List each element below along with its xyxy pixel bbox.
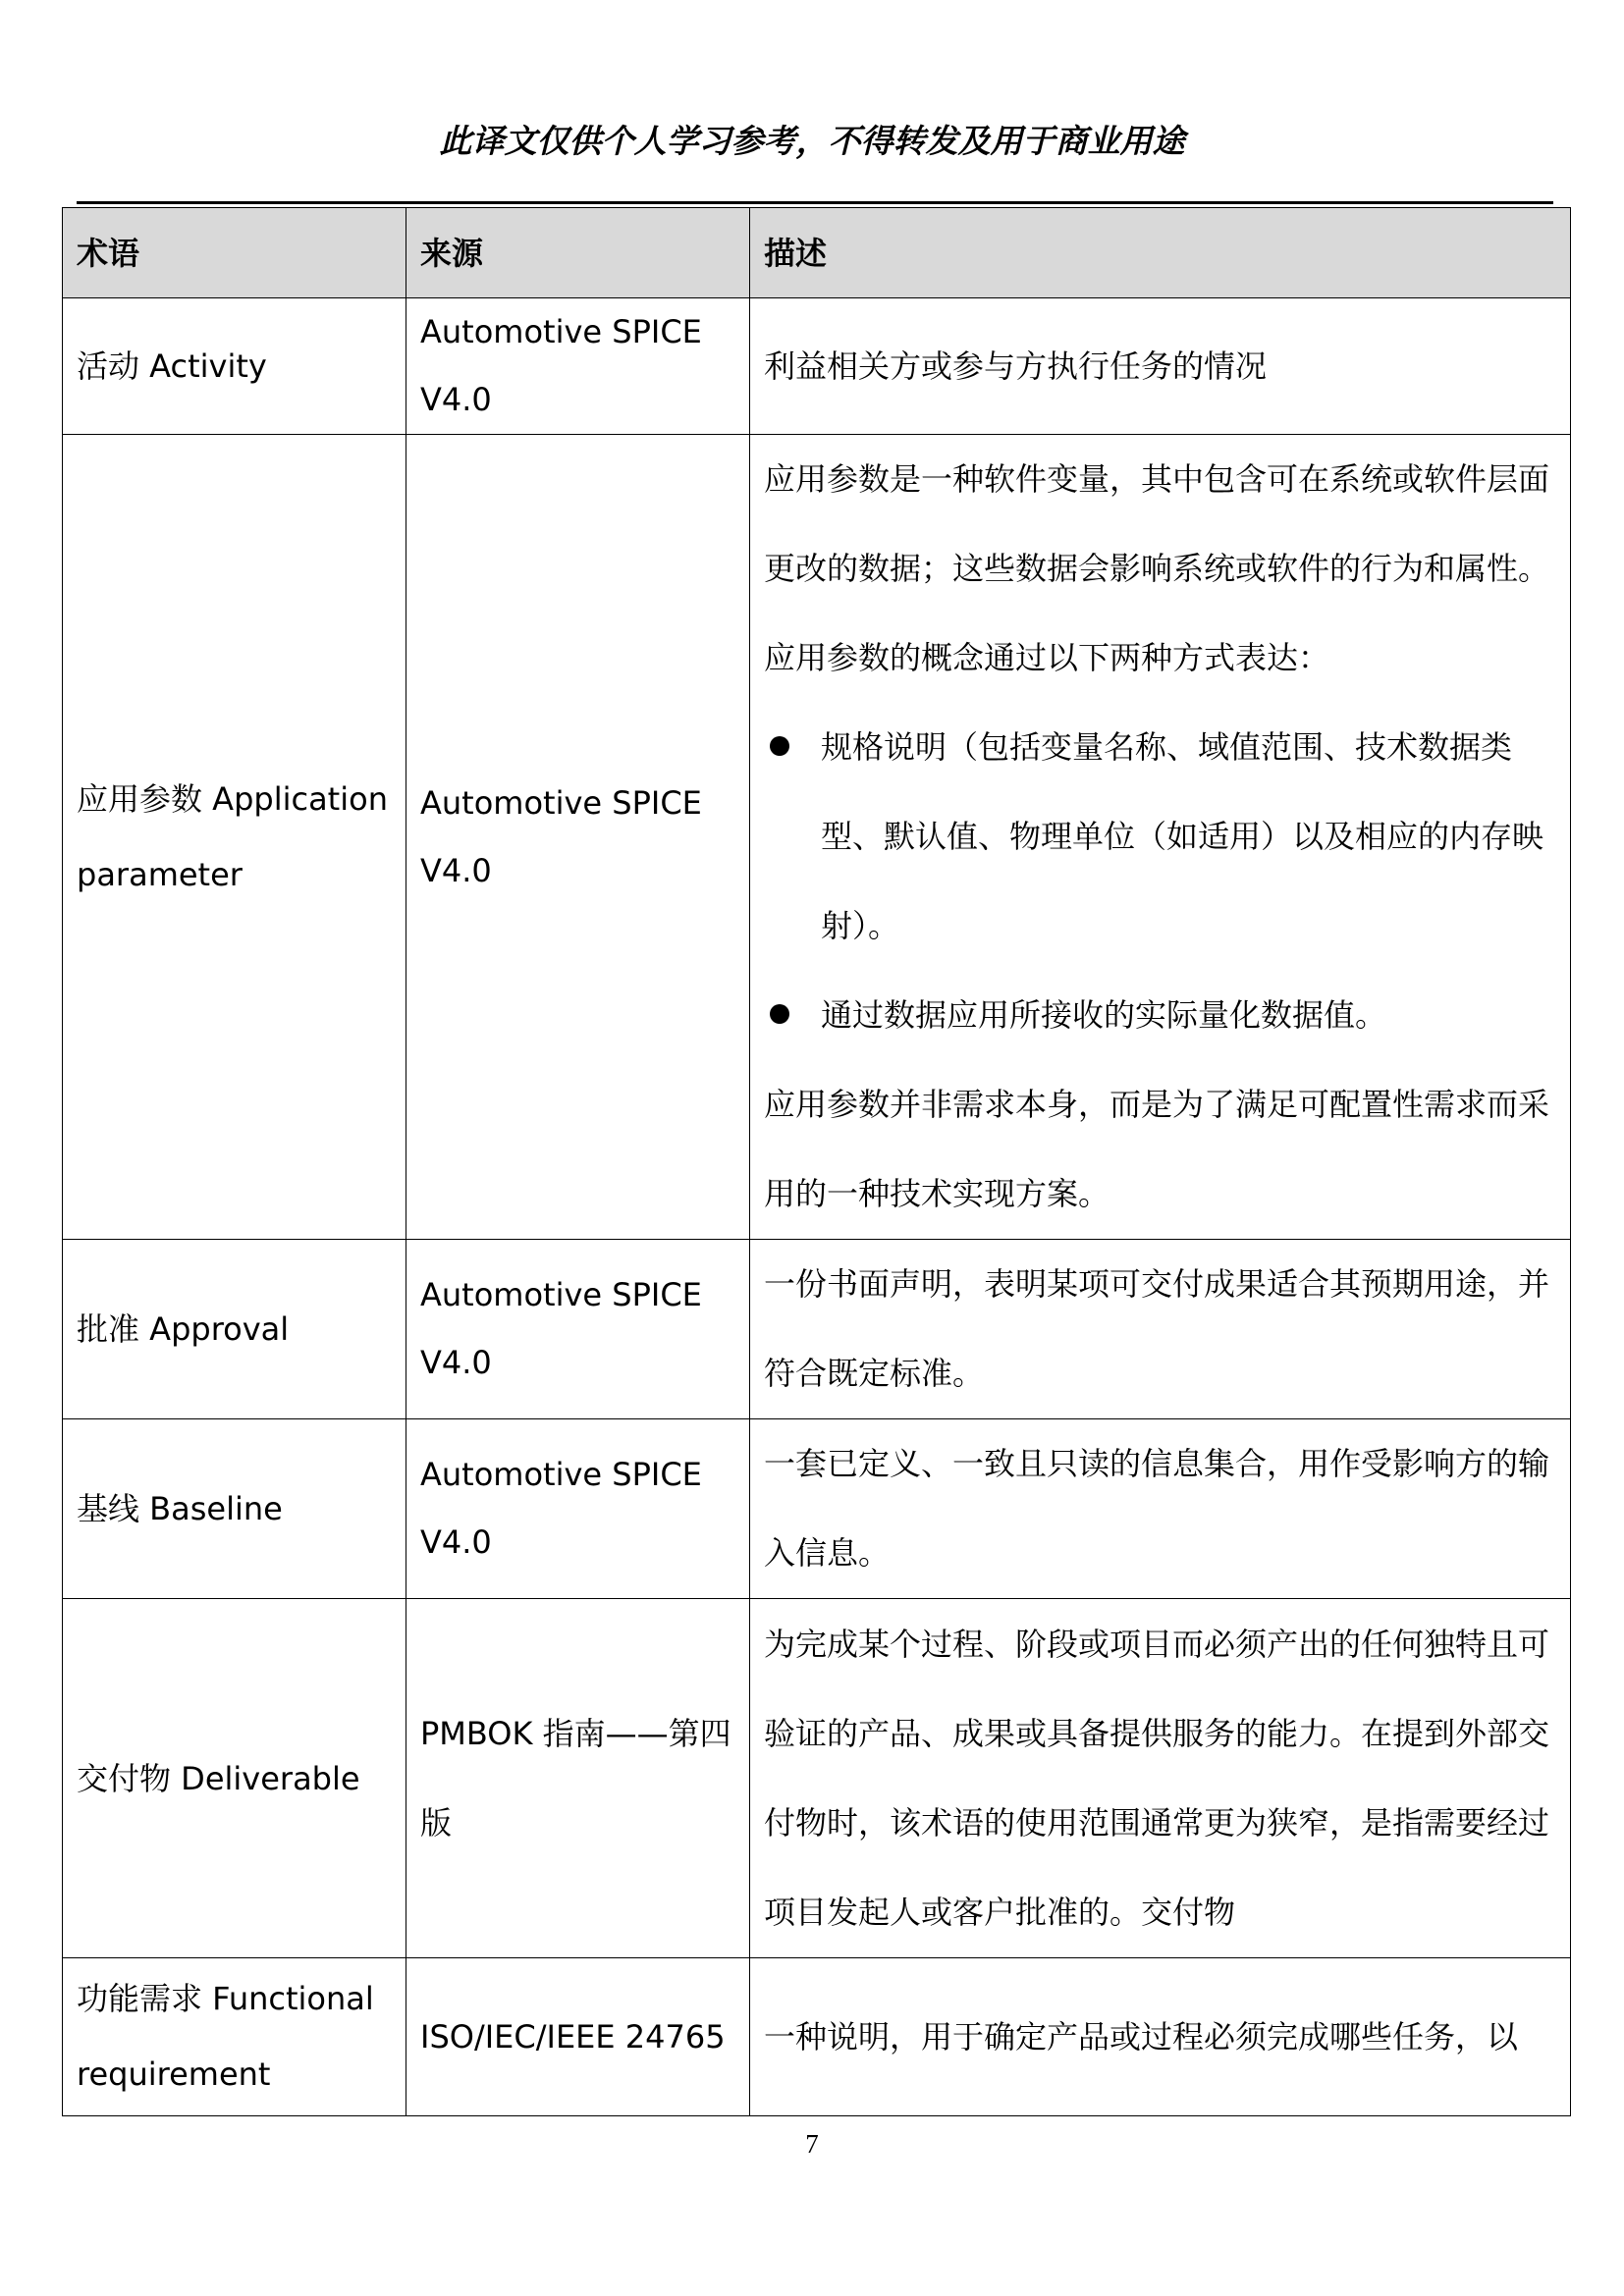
page-number: 7 <box>805 2129 819 2159</box>
term-cell <box>63 1240 406 1419</box>
bullet-text: 通过数据应用所接收的实际量化数据值。 <box>821 996 1387 1034</box>
source-line: V4.0 <box>420 381 492 418</box>
description-text: 一套已定义、一致且只读的信息集合，用作受影响方的输入信息。 <box>764 1445 1550 1572</box>
description-text: 一种说明，用于确定产品或过程必须完成哪些任务，以 <box>764 2018 1519 2056</box>
term-cell <box>63 1958 406 2116</box>
source-cell <box>406 435 750 1240</box>
term-text: 交付物 Deliverable <box>77 1759 360 1797</box>
source-line: Automotive SPICE <box>420 1276 702 1313</box>
header-term: 术语 <box>63 208 406 298</box>
bullet-text: 规格说明（包括变量名称、域值范围、技术数据类型、默认值、物理单位（如适用）以及相应的内存映射）。 <box>821 728 1544 944</box>
description-cell <box>750 1958 1571 2116</box>
document-header-note: 此译文仅供个人学习参考，不得转发及用于商业用途 <box>439 122 1185 160</box>
table-header-row <box>63 208 1571 298</box>
source-line: V4.0 <box>420 1344 492 1381</box>
source-cell <box>406 1599 750 1958</box>
bullet-item <box>764 971 1556 1060</box>
header-source: 来源 <box>406 208 750 298</box>
source-text: PMBOK 指南——第四版 <box>420 1714 731 1842</box>
bullet-dot-icon <box>770 1004 789 1024</box>
source-text: ISO/IEC/IEEE 24765 <box>420 2018 726 2056</box>
header-description: 描述 <box>750 208 1571 298</box>
description-bullets <box>764 703 1556 1060</box>
description-text: 应用参数并非需求本身，而是为了满足可配置性需求而采用的一种技术实现方案。 <box>764 1086 1550 1212</box>
term-text: 基线 Baseline <box>77 1490 283 1527</box>
table-row <box>63 1599 1571 1958</box>
term-cell <box>63 1599 406 1958</box>
description-cell <box>750 298 1571 435</box>
source-cell <box>406 1419 750 1599</box>
term-text: 批准 Approval <box>77 1310 290 1348</box>
source-line: Automotive SPICE <box>420 783 702 822</box>
header-divider <box>77 201 1553 204</box>
description-text: 为完成某个过程、阶段或项目而必须产出的任何独特且可验证的产品、成果或具备提供服务的能力。在提到外部交付物时，该术语的使用范围通常更为狭窄，是指需要经过项目发起人或客户批准的。交付物 <box>764 1625 1550 1931</box>
description-text: 利益相关方或参与方执行任务的情况 <box>764 347 1268 385</box>
table-row <box>63 435 1571 1240</box>
source-cell <box>406 1958 750 2116</box>
description-cell <box>750 1419 1571 1599</box>
description-text: 应用参数是一种软件变量，其中包含可在系统或软件层面更改的数据；这些数据会影响系统或软件的行为和属性。应用参数的概念通过以下两种方式表达： <box>764 460 1550 676</box>
description-cell <box>750 1599 1571 1958</box>
source-line: Automotive SPICE <box>420 313 702 350</box>
description-cell <box>750 435 1571 1240</box>
terms-table <box>62 207 1571 2116</box>
description-text: 一份书面声明，表明某项可交付成果适合其预期用途，并符合既定标准。 <box>764 1265 1550 1392</box>
term-text: 活动 Activity <box>77 347 267 385</box>
source-line: V4.0 <box>420 1523 492 1561</box>
term-text: 功能需求 Functional requirement <box>77 1980 374 2093</box>
bullet-dot-icon <box>770 736 789 756</box>
bullet-item <box>764 703 1556 971</box>
term-cell <box>63 298 406 435</box>
source-line: Automotive SPICE <box>420 1456 702 1493</box>
table-row <box>63 1240 1571 1419</box>
source-cell <box>406 298 750 435</box>
description-cell <box>750 1240 1571 1419</box>
term-cell <box>63 435 406 1240</box>
table-row <box>63 1419 1571 1599</box>
table-row <box>63 1958 1571 2116</box>
source-cell <box>406 1240 750 1419</box>
table-row <box>63 298 1571 435</box>
term-cell <box>63 1419 406 1599</box>
term-text: 应用参数 Application parameter <box>77 779 388 893</box>
source-line: V4.0 <box>420 851 492 889</box>
